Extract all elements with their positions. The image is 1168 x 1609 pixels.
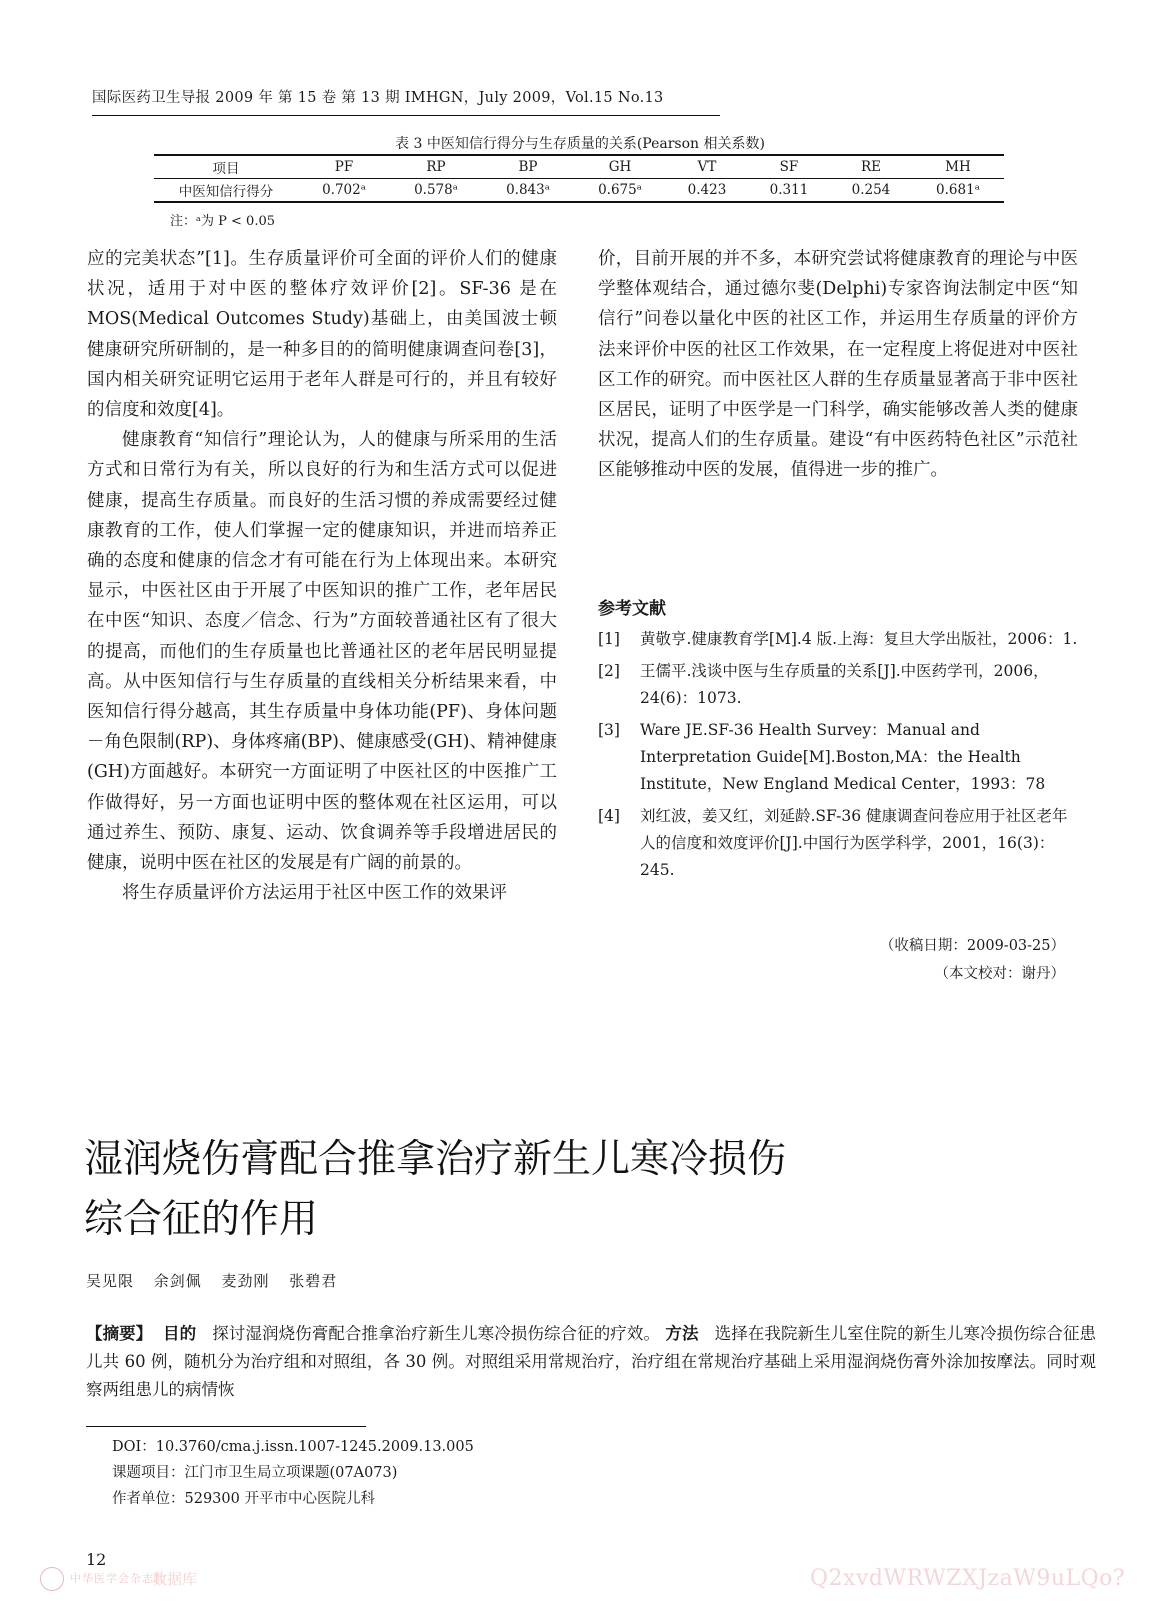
table-cell: 0.843ᵃ (506, 182, 550, 198)
author-list: 吴见限 余剑佩 麦劲刚 张碧君 (86, 1272, 338, 1290)
table-cell: 0.681ᵃ (936, 182, 980, 198)
reference-list (598, 626, 1078, 889)
header-rule (92, 115, 720, 116)
article-title-line: 湿润烧伤膏配合推拿治疗新生儿寒冷损伤 (84, 1137, 787, 1182)
column-header: GH (608, 159, 632, 175)
table-cell: 中医知信行得分 (178, 184, 274, 200)
footnotes (112, 1434, 474, 1512)
column-header: BP (518, 159, 538, 175)
right-column (598, 244, 1078, 486)
watermark-code: Q2xvdWRWZXJzaW9uLQo? (810, 1566, 1126, 1591)
reference-text: Ware JE.SF-36 Health Survey：Manual and Interpretation Guide[M].Boston,MA：the Health Institute，New England Medical Center，1993：78 (640, 721, 1046, 793)
reference-item (598, 626, 1078, 653)
reference-item (598, 658, 1078, 712)
table-cell: 0.578ᵃ (414, 182, 458, 198)
publisher-logo-text: 中华医学会杂志社 (70, 1572, 166, 1585)
body-paragraph: 应的完美状态”[1]。生存质量评价可全面的评价人们的健康状况，适用于对中医的整体疗效评价[2]。SF-36 是在 MOS(Medical Outcomes Study)基础上，由美国波士顿健康研究所研制的，是一种多目的的简明健康调查问卷[3]，国内相关研究证明它运用于老年人群是可行的，并且有较好的信度和效度[4]。 (87, 249, 557, 421)
reference-text: 刘红波，姜又红，刘延龄.SF-36 健康调查问卷应用于社区老年人的信度和效度评价[J].中国行为医学科学，2001，16(3)：245. (640, 807, 1068, 879)
reference-text: 王儒平.浅谈中医与生存质量的关系[J].中医药学刊，2006，24(6)：1073. (640, 662, 1049, 707)
column-header: PF (334, 159, 354, 175)
reference-number: [4] (598, 807, 620, 825)
table-note: 注：ᵃ为 P < 0.05 (170, 214, 275, 229)
column-header: MH (945, 159, 971, 175)
objective-label: 目的 (163, 1324, 197, 1343)
reference-item (598, 803, 1078, 884)
table-row (154, 179, 1004, 203)
article-title-line: 综合征的作用 (84, 1197, 319, 1242)
reference-number: [3] (598, 721, 620, 739)
publisher-logo-icon (40, 1567, 64, 1591)
column-header: SF (779, 159, 799, 175)
methods-text: 选择在我院新生儿室住院的新生儿寒冷损伤综合征患儿共 60 例，随机分为治疗组和对照组，各 30 例。对照组采用常规治疗，治疗组在常规治疗基础上采用湿润烧伤膏外涂加按摩法。同时观察两组患儿的病情恢 (86, 1324, 1097, 1399)
database-brand: 数据库 (152, 1570, 198, 1588)
reference-number: [2] (598, 662, 620, 680)
article-title (84, 1130, 984, 1250)
affiliation-line: 作者单位：529300 开平市中心医院儿科 (112, 1491, 375, 1507)
page-number: 12 (86, 1550, 107, 1569)
running-header: 国际医药卫生导报 2009 年 第 15 卷 第 13 期 IMHGN，July 2009，Vol.15 No.13 (92, 90, 664, 106)
body-paragraph: 价，目前开展的并不多，本研究尝试将健康教育的理论与中医学整体观结合，通过德尔斐(Delphi)专家咨询法制定中医“知信行”问卷以量化中医的社区工作，并运用生存质量的评价方法来评价中医的社区工作效果，在一定程度上将促进对中医社区工作的研究。而中医社区人群的生存质量显著高于非中医社区居民，证明了中医学是一门科学，确实能够改善人类的健康状况，提高人们的生存质量。建设“有中医药特色社区”示范社区能够推动中医的发展，值得进一步的推广。 (598, 249, 1078, 481)
column-header: RE (860, 159, 881, 175)
column-header: VT (697, 159, 717, 175)
table-header-row (154, 155, 1004, 179)
footnote-rule (86, 1426, 366, 1427)
body-paragraph: 健康教育“知信行”理论认为，人的健康与所采用的生活方式和日常行为有关，所以良好的行为和生活方式可以促进健康，提高生存质量。而良好的生活习惯的养成需要经过健康教育的工作，使人们掌握一定的健康知识，并进而培养正确的态度和健康的信念才有可能在行为上体现出来。本研究显示，中医社区由于开展了中医知识的推广工作，老年居民在中医“知识、态度／信念、行为”方面较普通社区有了很大的提高，而他们的生存质量也比普通社区的老年居民明显提高。从中医知信行与生存质量的直线相关分析结果来看，中医知信行得分越高，其生存质量中身体功能(PF)、身体问题－角色限制(RP)、身体疼痛(BP)、健康感受(GH)、精神健康(GH)方面越好。本研究一方面证明了中医社区的中医推广工作做得好，另一方面也证明中医的整体观在社区运用，可以通过养生、预防、康复、运动、饮食调养等手段增进居民的健康，说明中医在社区的发展是有广阔的前景的。 (87, 430, 557, 874)
table-cell: 0.311 (769, 182, 809, 198)
references-heading: 参考文献 (598, 599, 666, 619)
table-cell: 0.254 (851, 182, 891, 198)
correlation-table (154, 154, 1004, 203)
table-cell: 0.675ᵃ (598, 182, 642, 198)
reference-text: 黄敬亨.健康教育学[M].4 版.上海：复旦大学出版社，2006：1. (640, 630, 1078, 648)
abstract-label: 【摘要】 (86, 1324, 153, 1343)
table-cell: 0.423 (687, 182, 727, 198)
reference-number: [1] (598, 630, 620, 648)
table-cell: 0.702ᵃ (322, 182, 366, 198)
methods-label: 方法 (665, 1324, 699, 1343)
abstract (86, 1320, 1096, 1404)
received-date: （收稿日期：2009-03-25） (879, 938, 1065, 954)
left-column (87, 244, 557, 908)
proofreader: （本文校对：谢丹） (934, 966, 1065, 982)
project-line: 课题项目：江门市卫生局立项课题(07A073) (112, 1465, 398, 1481)
body-paragraph: 将生存质量评价方法运用于社区中医工作的效果评 (122, 883, 507, 904)
column-header: RP (426, 159, 446, 175)
objective-text: 探讨湿润烧伤膏配合推拿治疗新生儿寒冷损伤综合征的疗效。 (212, 1324, 661, 1343)
doi-line: DOI：10.3760/cma.j.issn.1007-1245.2009.13.005 (112, 1439, 474, 1455)
reference-item (598, 717, 1078, 798)
table-caption: 表 3 中医知信行得分与生存质量的关系(Pearson 相关系数) (395, 136, 765, 152)
column-header: 项目 (212, 161, 240, 177)
